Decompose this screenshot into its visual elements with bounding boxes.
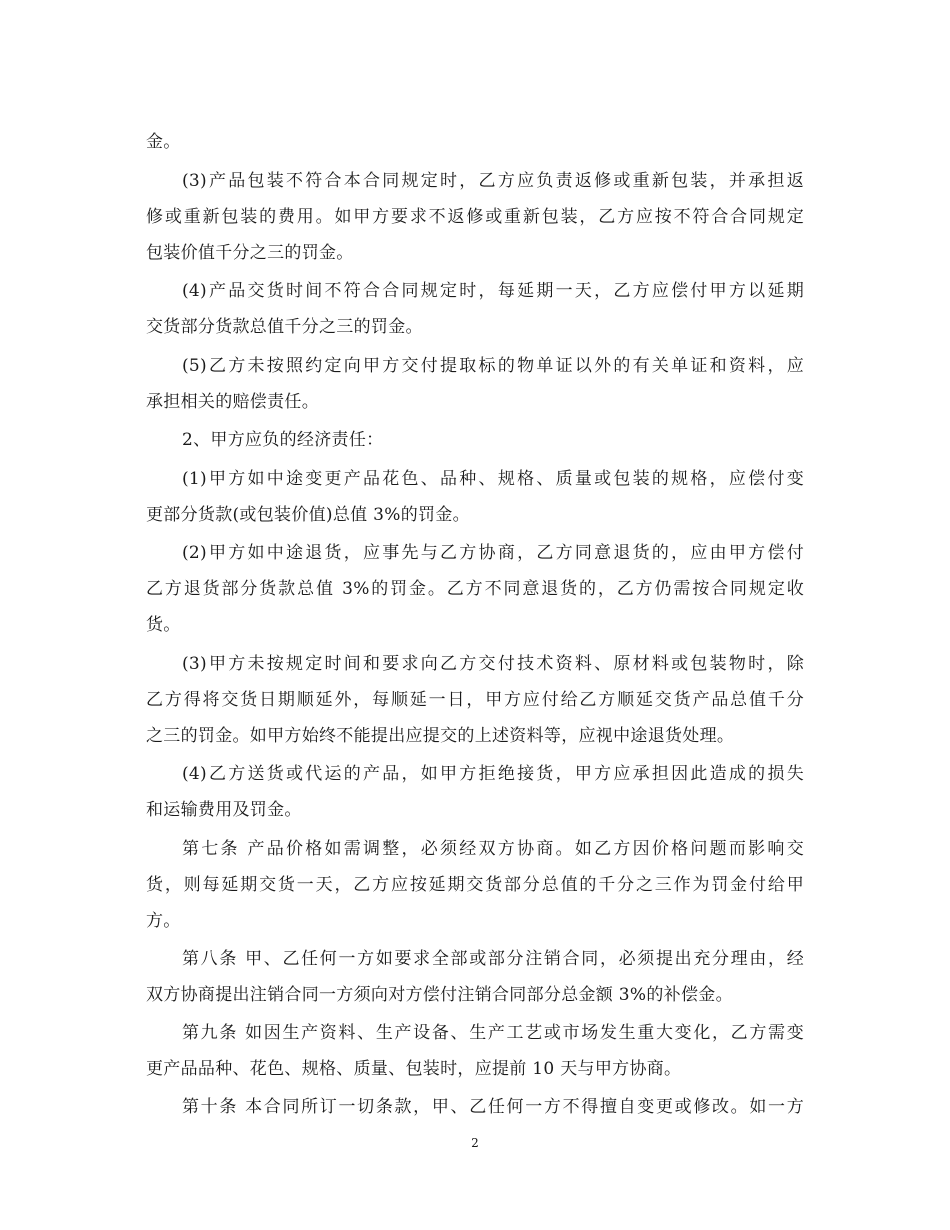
text-line: (4)产品交货时间不符合合同规定时，每延期一天，乙方应偿付甲方以延期 — [182, 281, 804, 301]
text-line: 双方协商提出注销合同一方须向对方偿付注销合同部分总金额 3%的补偿金。 — [146, 985, 733, 1005]
text-line: 第十条 本合同所订一切条款，甲、乙任何一方不得擅自变更或修改。如一方 — [182, 1097, 804, 1117]
text-line: (3)产品包装不符合本合同规定时，乙方应负责返修或重新包装，并承担返 — [182, 171, 804, 191]
page-number: 2 — [471, 1136, 479, 1150]
text-line: 乙方得将交货日期顺延外，每顺延一日，甲方应付给乙方顺延交货产品总值千分 — [146, 690, 804, 710]
text-line: 第七条 产品价格如需调整，必须经双方协商。如乙方因价格问题而影响交 — [182, 839, 804, 859]
text-line: 货。 — [146, 615, 181, 635]
text-line: 更部分货款(或包装价值)总值 3%的罚金。 — [146, 505, 470, 525]
text-line: 金。 — [146, 132, 181, 152]
text-line: 和运输费用及罚金。 — [146, 800, 302, 820]
text-line: (3)甲方未按规定时间和要求向乙方交付技术资料、原材料或包装物时，除 — [182, 654, 804, 674]
text-line: 货，则每延期交货一天，乙方应按延期交货部分总值的千分之三作为罚金付给甲 — [146, 875, 804, 895]
text-line: 承担相关的赔偿责任。 — [146, 392, 319, 412]
text-line: 包装价值千分之三的罚金。 — [146, 243, 354, 263]
text-line: 第八条 甲、乙任何一方如要求全部或部分注销合同，必须提出充分理由，经 — [182, 949, 804, 969]
text-line: 第九条 如因生产资料、生产设备、生产工艺或市场发生重大变化，乙方需变 — [182, 1023, 804, 1043]
text-line: 乙方退货部分货款总值 3%的罚金。乙方不同意退货的，乙方仍需按合同规定收 — [146, 579, 804, 599]
text-line: 修或重新包装的费用。如甲方要求不返修或重新包装，乙方应按不符合合同规定 — [146, 207, 804, 227]
text-line: (1)甲方如中途变更产品花色、品种、规格、质量或包装的规格，应偿付变 — [182, 469, 804, 489]
text-line: 方。 — [146, 911, 181, 931]
text-line: (2)甲方如中途退货，应事先与乙方协商，乙方同意退货的，应由甲方偿付 — [182, 543, 804, 563]
text-line: (5)乙方未按照约定向甲方交付提取标的物单证以外的有关单证和资料，应 — [182, 356, 804, 376]
text-line: 更产品品种、花色、规格、质量、包装时，应提前 10 天与甲方协商。 — [146, 1059, 682, 1079]
text-line: 2、甲方应负的经济责任： — [182, 430, 384, 450]
text-line: 之三的罚金。如甲方始终不能提出应提交的上述资料等，应视中途退货处理。 — [146, 726, 735, 746]
text-line: 交货部分货款总值千分之三的罚金。 — [146, 317, 423, 337]
text-line: (4)乙方送货或代运的产品，如甲方拒绝接货，甲方应承担因此造成的损失 — [182, 764, 804, 784]
